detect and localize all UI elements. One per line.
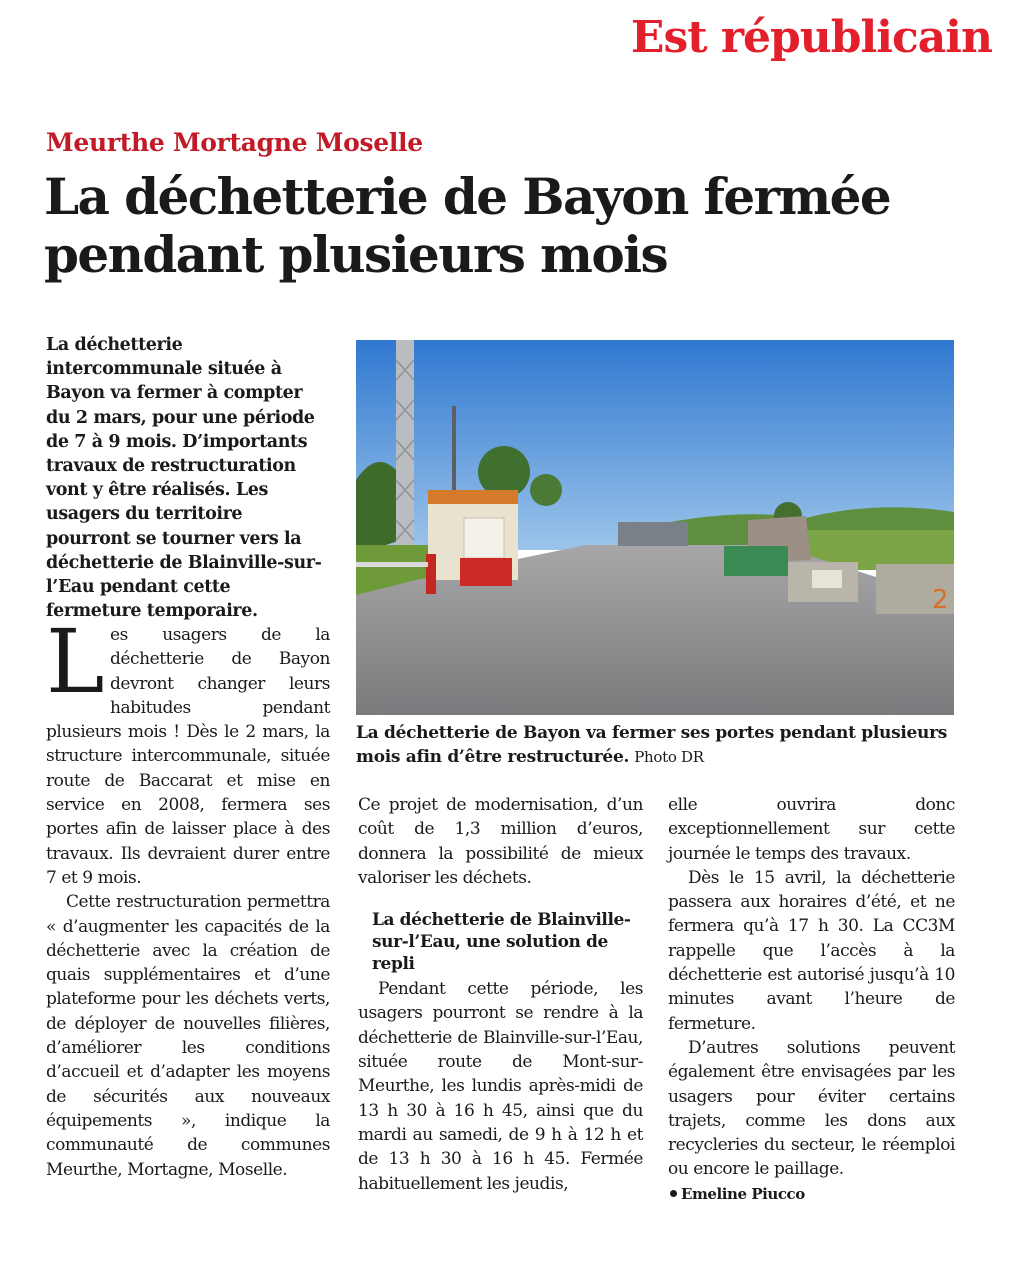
guard-cabin-window	[464, 518, 504, 558]
drop-cap: L	[46, 610, 104, 713]
article-lead: La déchetterie intercommunale située à Bayon va fermer à compter du 2 mars, pour une période de 7 à 9 mois. D’importants travaux de restructuration vont y être réalisés. Les usagers du territoire pourront se tourner vers la déchetterie de Blainville-sur-l’Eau pendant cette fermeture temporaire.	[46, 335, 322, 622]
paragraph-4-continued: elle ouvrira donc exceptionnellement sur cette journée le temps des travaux.	[668, 795, 955, 864]
bay-sign	[812, 570, 842, 588]
author-signature: Emeline Piucco	[681, 1184, 805, 1203]
paragraph-5: Dès le 15 avril, la déchetterie passera aux horaires d’été, et ne fermera qu’à 17 h 30. La CC3M rappelle que l’accès à la déchetterie est autorisé jusqu’à 10 minutes avant l’heure de fermeture.	[668, 867, 955, 1034]
paragraph-3: Ce projet de modernisation, d’un coût de 1,3 million d’euros, donnera la possibilité de mieux valoriser les déchets.	[358, 795, 643, 888]
photo-caption	[356, 721, 956, 769]
paragraph-1: es usagers de la déchetterie de Bayon devront changer leurs habitudes pendant plusieurs mois ! Dès le 2 mars, la structure intercommunale, située route de Baccarat et mise en service en 2008, fermera ses portes afin de laisser place à des travaux. Ils devraient durer entre 7 et 9 mois.	[46, 625, 330, 888]
caption-text: La déchetterie de Bayon va fermer ses portes pendant plusieurs mois afin d’être restructurée.	[356, 723, 948, 767]
column-3	[668, 793, 955, 1206]
bay-number: 2	[932, 585, 949, 615]
paragraph-2: Cette restructuration permettra « d’augmenter les capacités de la déchetterie avec la création de quais supplémentaires et d’une plateforme pour les déchets verts, de déployer de nouvelles filières, d’améliorer les conditions d’accueil et d’adapter les moyens de sécurités aux nouveaux équipements », indique la communauté de communes Meurthe, Mortagne, Moselle.	[46, 892, 330, 1180]
paragraph-4: Pendant cette période, les usagers pourront se rendre à la déchetterie de Blainville-sur-l’Eau, située route de Mont-sur-Meurthe, les lundis après-midi de 13 h 30 à 16 h 45, ainsi que du mardi au samedi, de 9 h à 12 h et de 13 h 30 à 16 h 45. Fermée habituellement les jeudis,	[358, 979, 643, 1194]
green-containers	[724, 546, 788, 576]
barrier	[356, 562, 428, 567]
subheading: La déchetterie de Blainville-sur-l’Eau, une solution de repli	[372, 910, 631, 975]
article-photo	[356, 340, 954, 715]
tree-left	[356, 462, 403, 555]
section-kicker: Meurthe Mortagne Moselle	[46, 128, 423, 157]
photo-illustration	[356, 340, 954, 715]
guard-cabin-stripe	[428, 490, 518, 504]
signature-bullet	[670, 1190, 677, 1197]
shelter	[618, 522, 688, 546]
column-2	[358, 793, 643, 1196]
paragraph-6: D’autres solutions peuvent également être envisagées par les usagers pour éviter certains trajets, comme les dons aux recycleries du secteur, le réemploi ou encore le paillage.	[668, 1037, 955, 1180]
red-bin	[460, 558, 512, 586]
column-1	[46, 610, 330, 1182]
masthead-logo: Est républicain	[630, 12, 992, 63]
red-post	[426, 554, 436, 594]
article-headline: La déchetterie de Bayon fermée pendant plusieurs mois	[44, 167, 891, 284]
photo-credit: Photo DR	[634, 748, 704, 766]
tree-mid2	[530, 474, 562, 506]
